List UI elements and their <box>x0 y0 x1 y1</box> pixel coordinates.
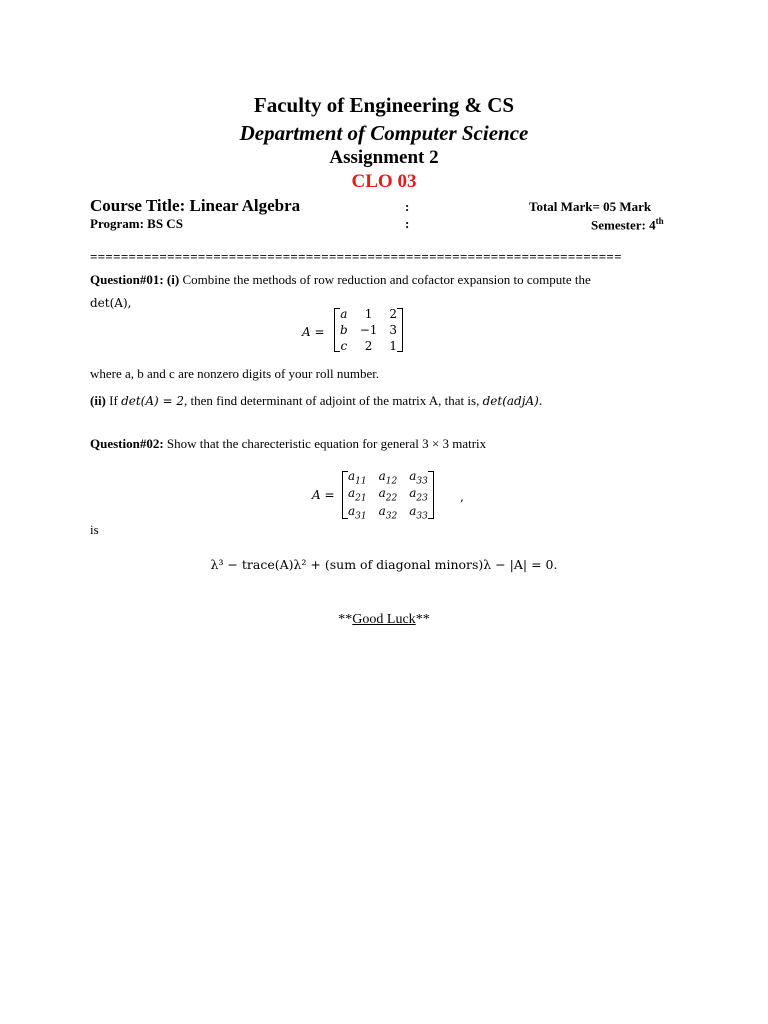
q1-part-i: (i) <box>166 272 180 287</box>
q1-cell-0-0: a <box>340 307 348 321</box>
q2-cell-1-1: $a_{22}$ <box>378 486 398 504</box>
q2-cell-1-0: $a_{21}$ <box>348 486 367 504</box>
q1-line1 <box>90 272 690 288</box>
q2-matrix-table <box>342 469 434 521</box>
q2-left-bracket <box>342 471 348 519</box>
q2-is: is <box>90 522 99 537</box>
q2-label: Question#02: <box>90 436 164 451</box>
program: Program: BS CS <box>90 216 183 231</box>
q1-label: Question#01: <box>90 272 164 287</box>
q2-matrix-tail: , <box>460 490 464 504</box>
q2-cell-2-0: $a_{31}$ <box>348 503 367 522</box>
good-luck-text: Good Luck <box>352 612 416 627</box>
course-title: Course Title: Linear Algebra <box>90 196 301 215</box>
q1-ii-text: , then find determinant of adjoint of the matrix A, that is, <box>184 393 483 408</box>
assignment-title: Assignment 2 <box>329 147 439 168</box>
q1-right-bracket <box>397 308 403 352</box>
q1-matrix-table <box>334 306 403 354</box>
q1-det-a: det(A), <box>90 296 132 310</box>
separator-line: ===================================================================== <box>90 250 622 264</box>
q1-part-ii: (ii) <box>90 393 106 408</box>
q1-left-bracket <box>334 308 340 352</box>
q2-line1 <box>90 436 486 452</box>
good-luck <box>0 612 768 628</box>
q1-ii-if: If <box>105 393 122 408</box>
q2-cell-0-0: $a_{11}$ <box>348 469 367 487</box>
q2-cell-2-2: $a_{33}$ <box>409 503 428 522</box>
q1-where: where a, b and c are nonzero digits of your roll number. <box>90 366 380 381</box>
faculty-title: Faculty of Engineering & CS <box>253 93 515 117</box>
q2-text: Show that the charecteristic equation for general 3 × 3 matrix <box>163 436 487 451</box>
program-colon: : <box>405 216 410 231</box>
semester-text: Semester: 4 <box>591 217 656 233</box>
q2-matrix <box>342 469 434 521</box>
department-title: Department of Computer Science <box>239 121 529 145</box>
q2-cell-1-2: $a_{23}$ <box>409 486 428 504</box>
clo-title: CLO 03 <box>351 171 417 192</box>
q1-cell-1-1: −1 <box>359 323 378 337</box>
q1-cell-1-0: b <box>340 323 348 337</box>
good-luck-post: ** <box>415 612 430 627</box>
q1-part-ii-line <box>90 393 543 409</box>
q1-matrix-lhs: A = <box>302 325 325 339</box>
q1-cell-2-1: 2 <box>364 339 373 353</box>
q2-cell-0-2: $a_{33}$ <box>409 469 428 487</box>
q1-ii-end: det(adjA). <box>482 394 543 408</box>
semester <box>591 216 664 233</box>
semester-sup: th <box>655 216 664 226</box>
q1-text: Combine the methods of row reduction and cofactor expansion to compute the <box>179 272 591 287</box>
q1-cell-0-1: 1 <box>364 307 373 321</box>
total-mark: Total Mark= 05 Mark <box>529 199 652 214</box>
q2-matrix-lhs: A = <box>312 488 335 502</box>
q1-ii-cond: det(A) = 2 <box>121 394 185 408</box>
q2-cell-2-1: $a_{32}$ <box>378 503 398 522</box>
q1-cell-1-2: 3 <box>389 323 398 337</box>
q2-cell-0-1: $a_{12}$ <box>378 469 398 487</box>
q1-cell-2-0: c <box>340 339 348 353</box>
good-luck-pre: ** <box>338 612 353 627</box>
q1-matrix <box>334 306 403 354</box>
q2-right-bracket <box>428 471 434 519</box>
q2-equation: λ³ − trace(A)λ² + (sum of diagonal minors)λ − |A| = 0. <box>210 557 558 572</box>
q1-cell-0-2: 2 <box>389 307 398 321</box>
course-colon: : <box>405 199 410 214</box>
q1-cell-2-2: 1 <box>389 339 398 353</box>
